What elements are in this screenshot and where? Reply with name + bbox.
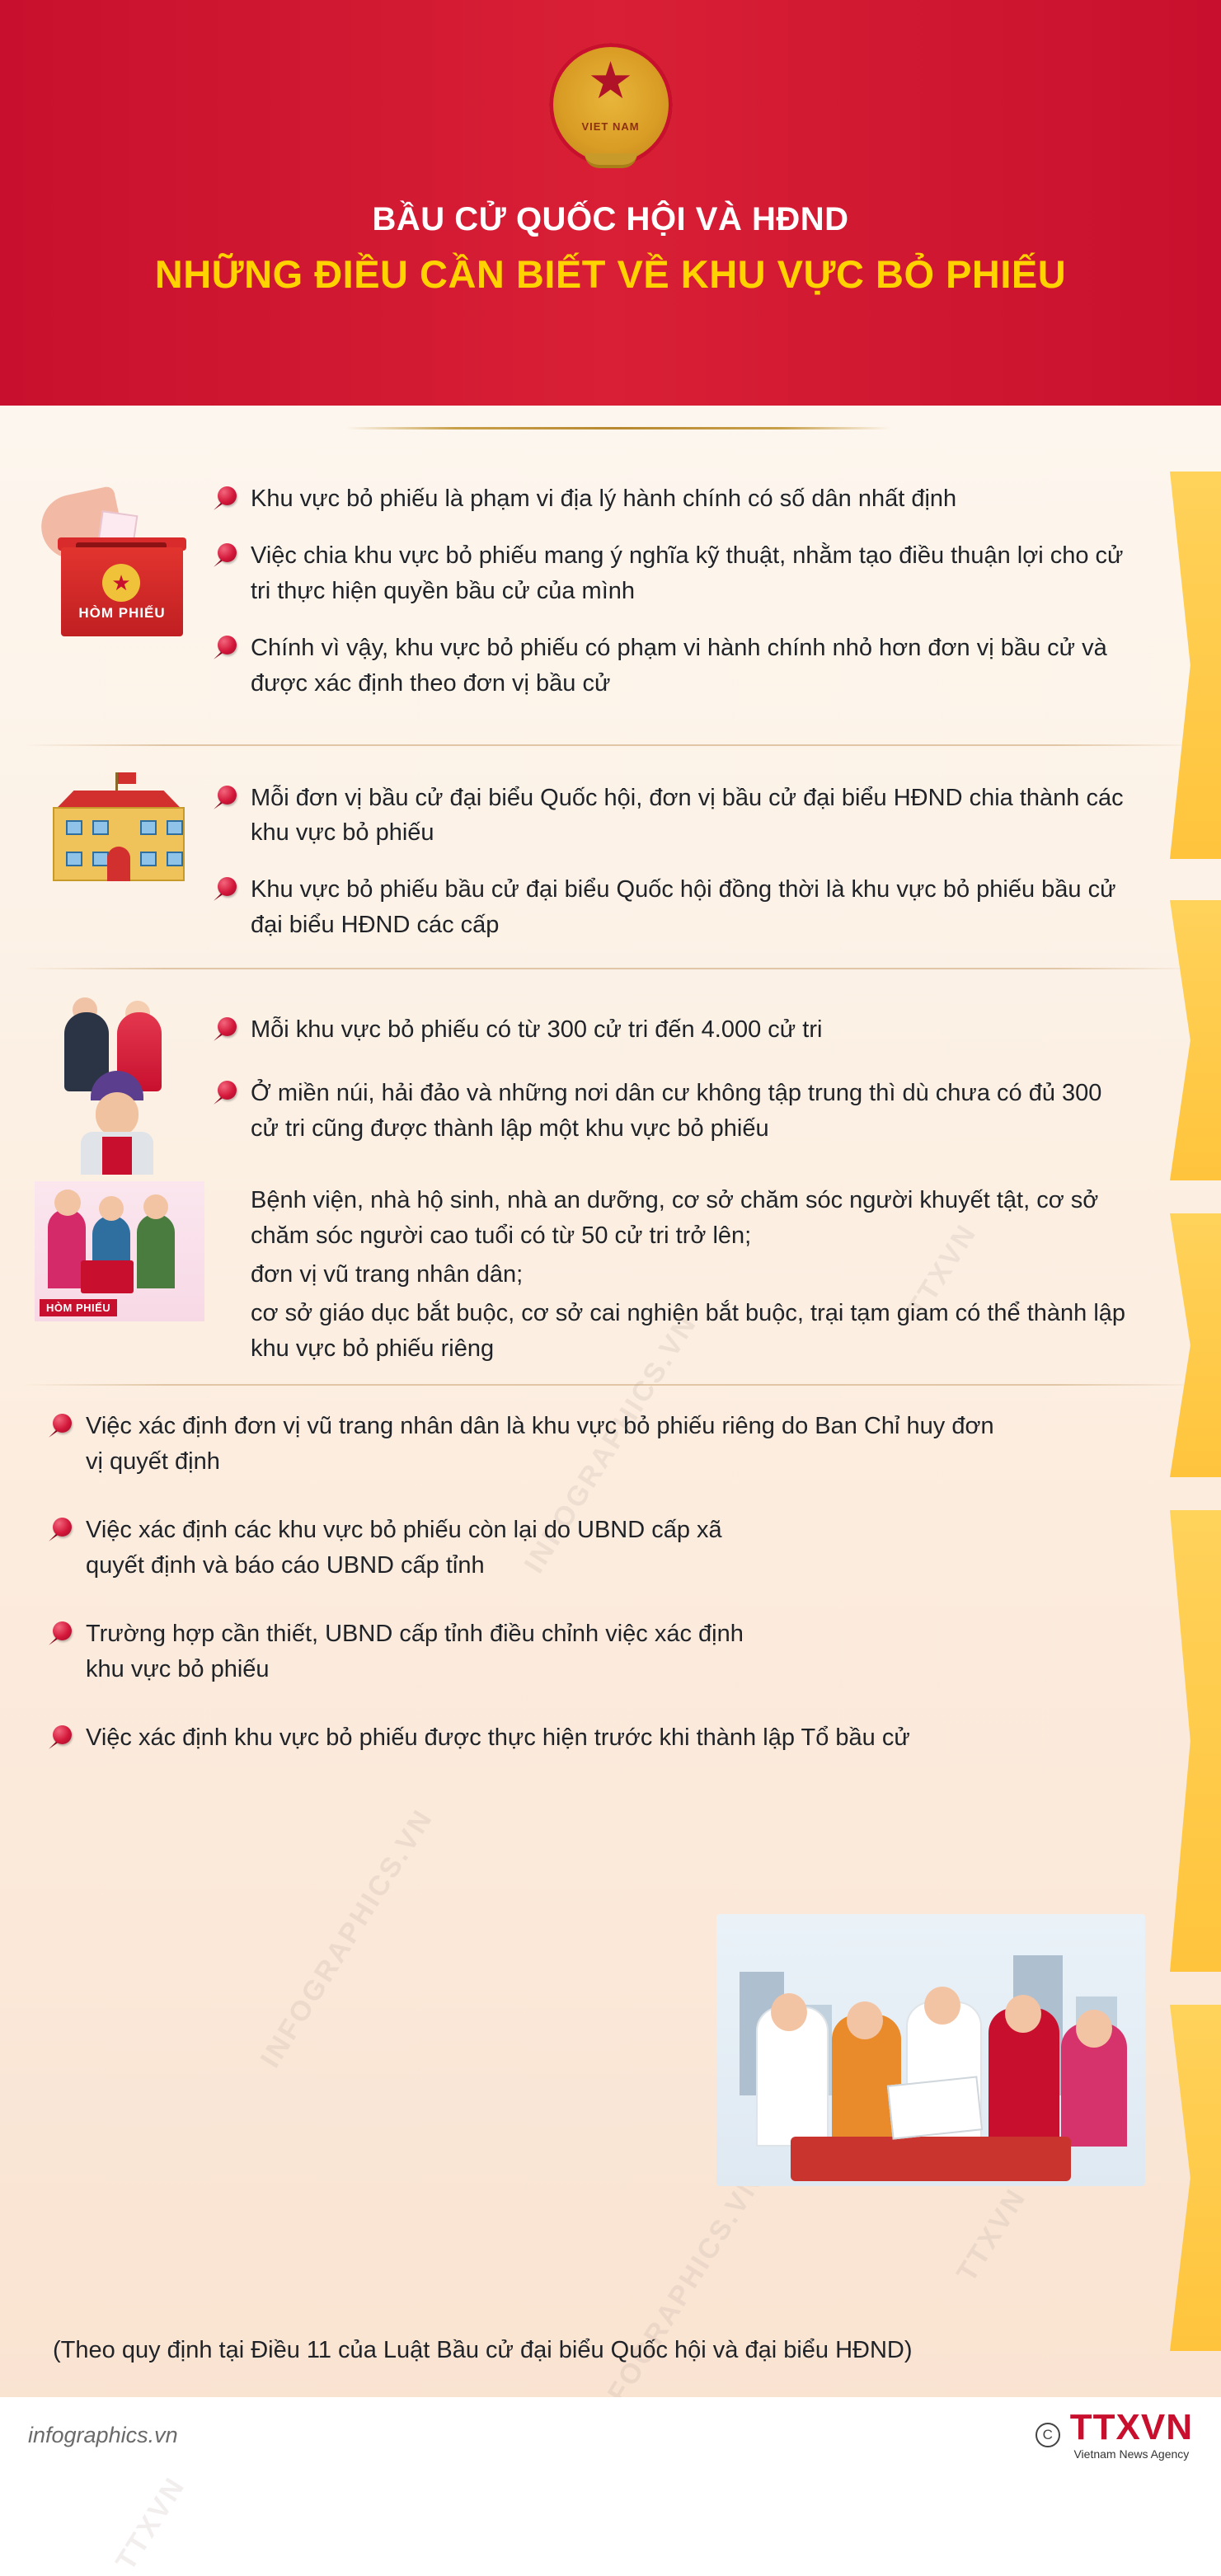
list-item (213, 1012, 1198, 1048)
pin-bullet-icon (213, 875, 241, 903)
ballot-box-label: HÒM PHIẾU (78, 605, 166, 621)
national-emblem-icon: ★ VIET NAM (534, 28, 688, 181)
footer-bar (0, 2397, 1221, 2473)
list-item (48, 1720, 1198, 1756)
page-title-primary: BẦU CỬ QUỐC HỘI VÀ HĐND (372, 201, 849, 237)
watermark: INFOGRAPHICS.VN (254, 1803, 439, 2073)
section-illustration (23, 1061, 213, 1143)
list-item-text: Việc xác định đơn vị vũ trang nhân dân là khu vực bỏ phiếu riêng do Ban Chỉ huy đơn vị quyết định (86, 1413, 994, 1476)
citizens-group-illustration (716, 1914, 1145, 2186)
list-item (213, 481, 1198, 517)
list-item (48, 1409, 1198, 1480)
list-item-text: Mỗi khu vực bỏ phiếu có từ 300 cử tri đến 4.000 cử tri (251, 1016, 823, 1044)
list-item-text: Mỗi đơn vị bầu cử đại biểu Quốc hội, đơn vị bầu cử đại biểu HĐND chia thành các khu vực bỏ phiếu (251, 784, 1124, 847)
watermark: TTXVN (901, 1218, 984, 1323)
decor-band (1170, 2005, 1221, 2351)
copyright-icon: C (1036, 2423, 1060, 2447)
pin-bullet-icon (48, 1412, 76, 1440)
list-item-text: Trường hợp cần thiết, UBND cấp tỉnh điều chỉnh việc xác định khu vực bỏ phiếu (86, 1621, 744, 1682)
watermark: INFOGRAPHICS.VN (584, 2165, 769, 2436)
list-item-text: cơ sở giáo dục bắt buộc, cơ sở cai nghiện bắt buộc, trại tạm giam có thể thành lập khu vực bỏ phiếu riêng (251, 1299, 1126, 1362)
list-item (48, 1513, 1198, 1584)
pin-bullet-icon (213, 542, 241, 570)
list-item (213, 1076, 1198, 1147)
list-item (213, 1257, 1198, 1293)
emblem-label: VIET NAM (581, 120, 640, 133)
watermark: INFOGRAPHICS.VN (518, 1308, 703, 1579)
list-item (213, 1296, 1198, 1367)
list-item-text: Chính vì vậy, khu vực bỏ phiếu có phạm vi hành chính nhỏ hơn đơn vị bầu cử và được xác định theo đơn vị bầu cử (251, 634, 1107, 697)
section-special-areas (23, 1173, 1198, 1382)
list-item (213, 781, 1198, 852)
ballot-box-label: HÒM PHIẾU (40, 1299, 117, 1316)
list-item (213, 631, 1198, 701)
header-banner (0, 0, 1221, 406)
pin-bullet-icon (48, 1620, 76, 1648)
pin-bullet-icon (213, 1079, 241, 1107)
watermark: TTXVN (110, 2470, 192, 2576)
list-item-text: Ở miền núi, hải đảo và những nơi dân cư không tập trung thì dù chưa có đủ 300 cử tri cũng được thành lập một khu vực bỏ phiếu (251, 1080, 1102, 1142)
list-item-text: Việc xác định các khu vực bỏ phiếu còn lại do UBND cấp xã quyết định và báo cáo UBND cấp tỉnh (86, 1517, 722, 1579)
pin-bullet-icon (213, 784, 241, 812)
agency-logo (1036, 2409, 1193, 2461)
list-item (213, 1183, 1198, 1254)
list-item-text: Khu vực bỏ phiếu là phạm vi địa lý hành chính có số dân nhất định (251, 486, 957, 512)
list-item (213, 872, 1198, 943)
watermark: TTXVN (951, 2182, 1033, 2287)
list-item (213, 538, 1198, 609)
section-ballot-area (23, 406, 1198, 723)
pin-bullet-icon (213, 485, 241, 513)
ethnic-woman-icon (56, 1067, 180, 1175)
agency-short-name: TTXVN (1069, 2407, 1193, 2447)
list-item-text: Việc chia khu vực bỏ phiếu mang ý nghĩa kỹ thuật, nhằm tạo điều thuận lợi cho cử tri thực hiện quyền bầu cử của mình (251, 542, 1124, 604)
list-item-text: Khu vực bỏ phiếu bầu cử đại biểu Quốc hội đồng thời là khu vực bỏ phiếu bầu cử đại biểu HĐND các cấp (251, 876, 1116, 939)
section-illustration (23, 476, 213, 621)
section-illustration (23, 761, 213, 843)
list-item-text: Bệnh viện, nhà hộ sinh, nhà an dưỡng, cơ sở chăm sóc người khuyết tật, cơ sở chăm sóc người cao tuổi có từ 50 cử tri trở lên; (251, 1186, 1099, 1249)
section-illustration (23, 984, 213, 1067)
section-mountain-island (23, 1061, 1198, 1168)
section-divider (23, 1384, 1198, 1386)
list-item (48, 1616, 1198, 1687)
ballot-box-icon: ★ HÒM PHIẾU (38, 493, 200, 641)
pin-bullet-icon (213, 1016, 241, 1044)
voters-group-icon (35, 1181, 204, 1321)
pin-bullet-icon (48, 1516, 76, 1544)
list-item-text: đơn vị vũ trang nhân dân; (251, 1260, 524, 1288)
content-body (0, 406, 1221, 2576)
bottom-list (23, 1401, 1198, 1755)
pin-bullet-icon (213, 634, 241, 662)
footnote-text: (Theo quy định tại Điều 11 của Luật Bầu cử đại biểu Quốc hội và đại biểu HĐND) (53, 2337, 913, 2363)
page-title-secondary: NHỮNG ĐIỀU CẦN BIẾT VỀ KHU VỰC BỎ PHIẾU (154, 252, 1067, 296)
list-item-text: Việc xác định khu vực bỏ phiếu được thực hiện trước khi thành lập Tổ bầu cử (86, 1724, 910, 1751)
section-divider (23, 968, 1198, 969)
section-voter-count (23, 984, 1198, 1069)
section-illustration (23, 1173, 213, 1338)
school-building-icon (36, 771, 201, 894)
agency-full-name: Vietnam News Agency (1073, 2447, 1190, 2461)
pin-bullet-icon (48, 1724, 76, 1752)
section-divider (23, 744, 1198, 746)
site-url[interactable]: infographics.vn (28, 2422, 178, 2447)
section-constituency (23, 761, 1198, 965)
